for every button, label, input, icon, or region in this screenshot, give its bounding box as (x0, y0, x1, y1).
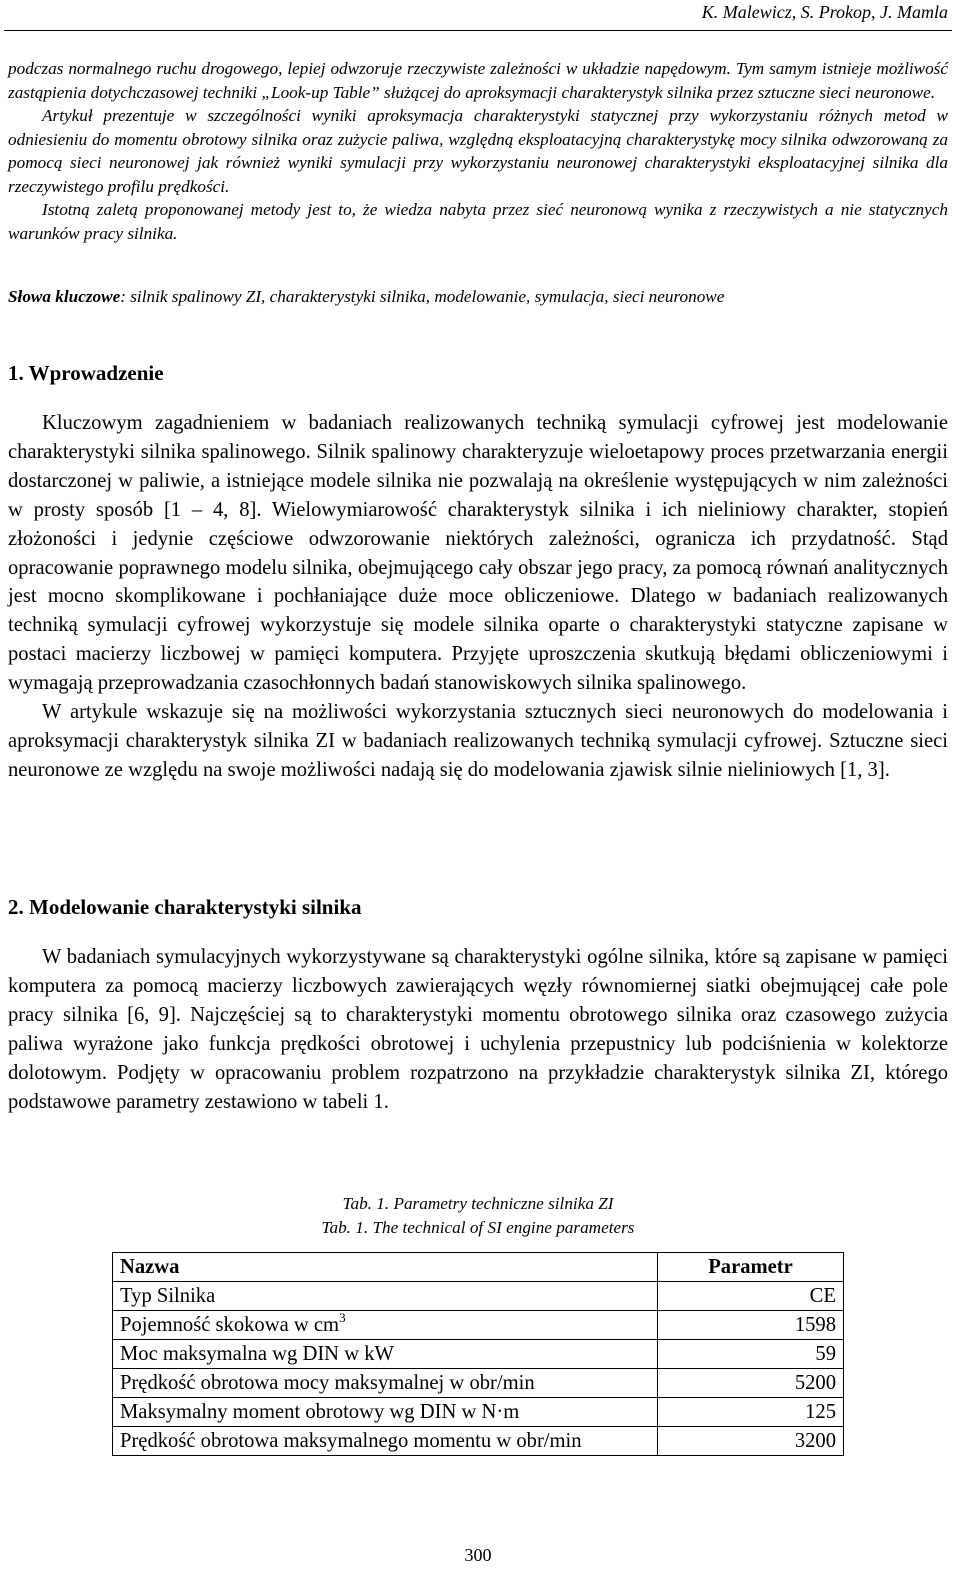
param-name: Pojemność skokowa w cm (120, 1314, 340, 1336)
param-value: 125 (658, 1398, 844, 1427)
param-name-cell (113, 1311, 658, 1340)
keywords-label: Słowa kluczowe (8, 287, 121, 306)
engine-parameters-table (112, 1252, 844, 1456)
abstract-paragraph-2: Artykuł prezentuje w szczególności wyniki aproksymacja charakterystyki statycznej przy wykorzystaniu różnych metod w odniesieniu do momentu obrotowy silnika oraz zużycie paliwa, względną eksploatacyjną charakterystykę mocy silnika odwzorowaną za pomocą sieci neuronowej jak również wyniki symulacji przy wykorzystaniu neuronowej charakterystyki eksploatacyjnej silnika dla rzeczywistego profilu prędkości. (8, 106, 948, 196)
param-value: 3200 (658, 1427, 844, 1456)
table-caption (8, 1192, 948, 1240)
section-1-paragraph-1: Kluczowym zagadnieniem w badaniach realizowanych techniką symulacji cyfrowej jest modelowanie charakterystyki silnika spalinowego. Silnik spalinowy charakteryzuje wieloetapowy proces przetwarzania energii dostarczonej w paliwie, a istniejące modele silnika nie pozwalają na określenie występujących w nim zależności w prosty sposób [1 – 4, 8]. Wielowymiarowość charakterystyk silnika i ich nieliniowy charakter, stopień złożoności i jedynie częściowe odwzorowanie niektórych zależności, ogranicza ich przydatność. Stąd opracowanie poprawnego modelu silnika, obejmującego cały obszar jego pracy, za pomocą równań analitycznych jest mocno skomplikowane i pochłaniające duże moce obliczeniowe. Dlatego w badaniach realizowanych techniką symulacji cyfrowej wykorzystuje się modele silnika oparte o charakterystyki statyczne zapisane w postaci macierzy liczbowej w pamięci komputera. Przyjęte uproszczenia skutkują błędami obliczeniowymi i wymagają przeprowadzania czasochłonnych badań stanowiskowych silnika spalinowego. (8, 412, 948, 695)
section-2-heading: 2. Modelowanie charakterystyki silnika (8, 895, 362, 919)
section-1-paragraph-2: W artykule wskazuje się na możliwości wykorzystania sztucznych sieci neuronowych do modelowania i aproksymacji charakterystyk silnika ZI w badaniach realizowanych techniką symulacji cyfrowej. Sztuczne sieci neuronowe ze względu na swoje możliwości nadają się do modelowania zjawisk silnie nieliniowych [1, 3]. (8, 701, 948, 781)
abstract (8, 57, 948, 245)
table-row (113, 1398, 844, 1427)
abstract-paragraph-3: Istotną zaletą proponowanej metody jest to, że wiedza nabyta przez sieć neuronową wynika z rzeczywistych a nie statycznych warunków pracy silnika. (8, 200, 948, 243)
header-rule (4, 30, 952, 31)
header-cell-name: Nazwa (113, 1253, 658, 1282)
section-2-body (8, 943, 948, 1116)
header-cell-value: Parametr (658, 1253, 844, 1282)
abstract-paragraph-1: podczas normalnego ruchu drogowego, lepiej odwzoruje rzeczywiste zależności w układzie napędowym. Tym samym istnieje możliwość zastąpienia dotychczasowej techniki „Look-up Table” służącej do aproksymacji charakterystyk silnika przez sztuczne sieci neuronowe. (8, 59, 948, 102)
section-2-paragraph-1: W badaniach symulacyjnych wykorzystywane są charakterystyki ogólne silnika, które są zapisane w pamięci komputera za pomocą macierzy liczbowych zawierających węzły równomiernej siatki obejmującej całe pole pracy silnika [6, 9]. Najczęściej są to charakterystyki momentu obrotowego silnika oraz czasowego zużycia paliwa wyrażone jako funkcja prędkości obrotowej i uchylenia przepustnicy lub podciśnienia w kolektorze dolotowym. Podjęty w opracowaniu problem rozpatrzono na przykładzie charakterystyk silnika ZI, którego podstawowe parametry zestawiono w tabeli 1. (8, 946, 948, 1113)
param-name: Moc maksymalna wg DIN w kW (113, 1340, 658, 1369)
param-name: Maksymalny moment obrotowy wg DIN w N·m (113, 1398, 658, 1427)
param-value: CE (658, 1282, 844, 1311)
table-row (113, 1311, 844, 1340)
table-row (113, 1427, 844, 1456)
table-row (113, 1282, 844, 1311)
param-value: 59 (658, 1340, 844, 1369)
keywords (8, 285, 948, 308)
param-value: 5200 (658, 1369, 844, 1398)
table-caption-en: Tab. 1. The technical of SI engine parameters (321, 1218, 635, 1237)
section-1-body (8, 409, 948, 785)
table-caption-pl: Tab. 1. Parametry techniczne silnika ZI (342, 1194, 614, 1213)
table-row (113, 1340, 844, 1369)
param-name: Typ Silnika (113, 1282, 658, 1311)
param-value: 1598 (658, 1311, 844, 1340)
unit-superscript: 3 (339, 1310, 346, 1325)
running-header: K. Malewicz, S. Prokop, J. Mamla (701, 2, 948, 22)
table-header-row (113, 1253, 844, 1282)
page-number: 300 (464, 1545, 492, 1565)
section-1-heading: 1. Wprowadzenie (8, 361, 164, 385)
param-name: Prędkość obrotowa maksymalnego momentu w obr/min (113, 1427, 658, 1456)
keywords-text: : silnik spalinowy ZI, charakterystyki silnika, modelowanie, symulacja, sieci neuronowe (120, 287, 725, 306)
param-name: Prędkość obrotowa mocy maksymalnej w obr/min (113, 1369, 658, 1398)
table-row (113, 1369, 844, 1398)
